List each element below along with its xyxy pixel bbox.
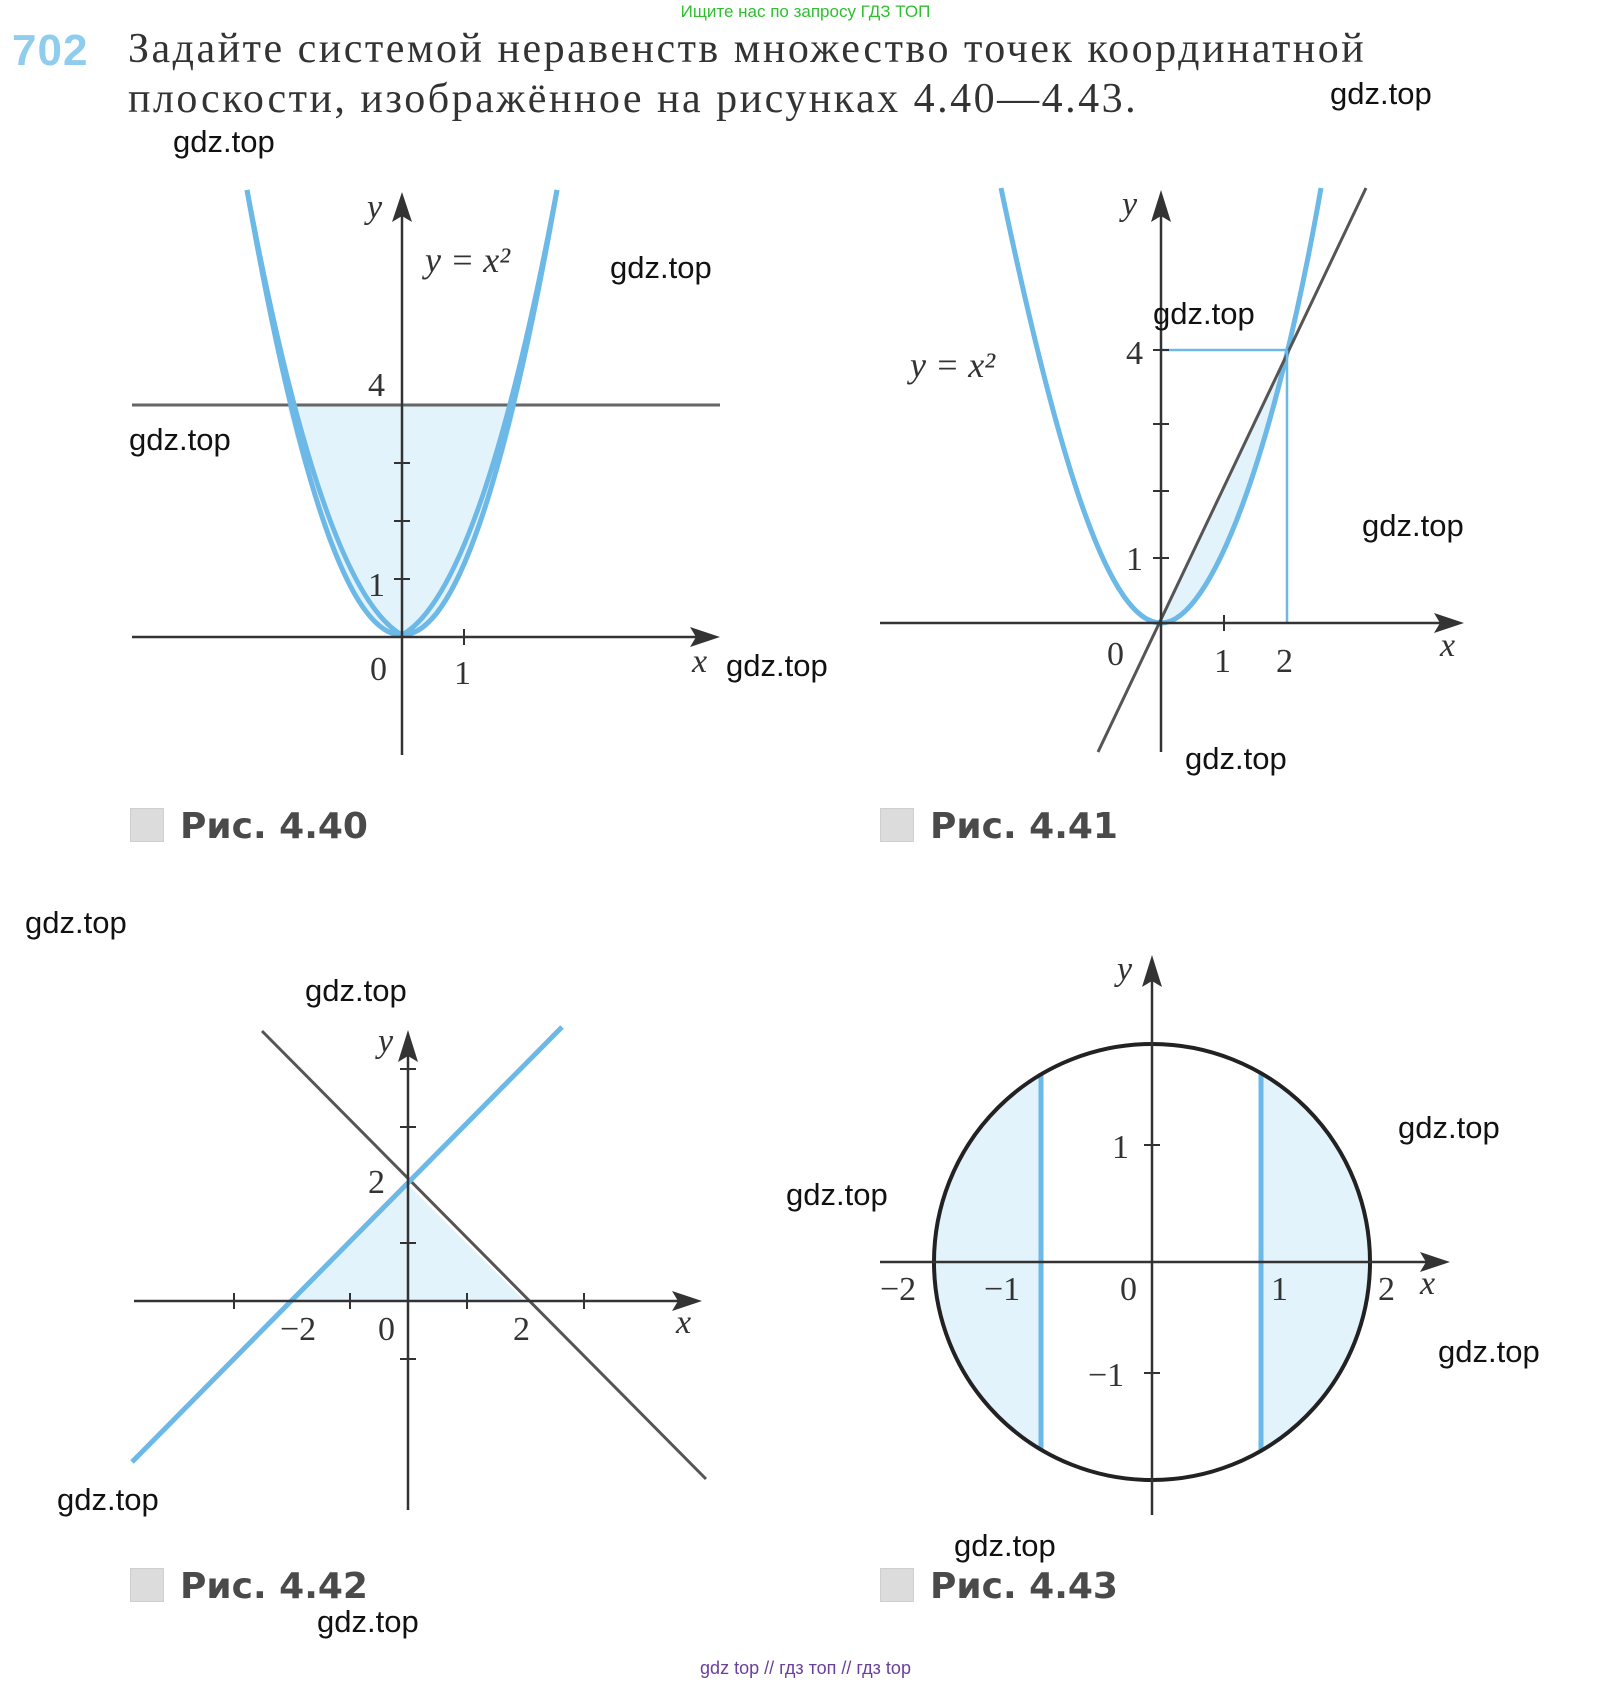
fig440-label-1y: 1 (368, 567, 385, 604)
fig441-label-4: 4 (1126, 335, 1143, 372)
caption-marker (880, 808, 914, 842)
task-text: Задайте системой неравенств множество точек координатной плоскости, изображённое на рисунках 4.40—4.43. (128, 26, 1367, 122)
fig440-formula: y = x² (425, 240, 511, 280)
fig442-label-0: 0 (378, 1311, 395, 1348)
caption-4-41: Рис. 4.41 (930, 806, 1118, 847)
caption-marker (130, 1568, 164, 1602)
watermark: gdz.top (1185, 741, 1287, 776)
watermark: gdz.top (57, 1482, 159, 1517)
watermark: gdz.top (1438, 1334, 1540, 1369)
watermark: gdz.top (317, 1604, 419, 1639)
watermark: gdz.top (25, 905, 127, 940)
caption-4-43: Рис. 4.43 (930, 1566, 1118, 1607)
fig441-label-2x: 2 (1276, 643, 1293, 680)
footer: gdz top // гдз топ // гдз top (700, 1658, 911, 1678)
watermark: gdz.top (786, 1177, 888, 1212)
fig441-x-label: x (1440, 627, 1456, 664)
watermark: gdz.top (610, 250, 712, 285)
caption-marker (880, 1568, 914, 1602)
watermark: gdz.top (726, 648, 828, 683)
fig442-label-2y: 2 (368, 1164, 385, 1201)
fig443-label-1y: 1 (1112, 1129, 1129, 1166)
watermark: gdz.top (305, 973, 407, 1008)
fig440-label-0: 0 (370, 651, 387, 688)
watermark: gdz.top (1398, 1110, 1500, 1145)
watermark: gdz.top (1362, 508, 1464, 543)
caption-4-40: Рис. 4.40 (180, 806, 368, 847)
fig442-y-label: y (378, 1023, 394, 1060)
caption-marker (130, 808, 164, 842)
task-number: 702 (12, 26, 89, 75)
fig440-label-1x: 1 (454, 655, 471, 692)
fig443-label-2x: 2 (1378, 1271, 1395, 1308)
fig441-label-0: 0 (1107, 636, 1124, 673)
fig442-x-label: x (676, 1304, 692, 1341)
watermark: gdz.top (1153, 296, 1255, 331)
top-note: Ищите нас по запросу ГДЗ ТОП (680, 2, 931, 21)
fig440-y-label: y (367, 189, 383, 226)
fig443-y-label: y (1117, 951, 1133, 988)
fig443-label-1x: 1 (1271, 1271, 1288, 1308)
fig443-x-label: x (1420, 1265, 1436, 1302)
watermark: gdz.top (173, 124, 275, 159)
fig441-label-1x: 1 (1214, 643, 1231, 680)
fig443-label-minus1: −1 (984, 1271, 1021, 1308)
fig442-label-2x: 2 (513, 1311, 530, 1348)
caption-4-42: Рис. 4.42 (180, 1566, 368, 1607)
fig442-label-minus2: −2 (280, 1311, 317, 1348)
fig441-formula: y = x² (910, 345, 996, 385)
fig443-label-minus2: −2 (880, 1271, 917, 1308)
fig440-x-label: x (692, 643, 708, 680)
watermark: gdz.top (954, 1528, 1056, 1563)
fig443-label-minus1y: −1 (1088, 1357, 1125, 1394)
fig441-label-1y: 1 (1126, 541, 1143, 578)
watermark: gdz.top (129, 422, 231, 457)
fig443-label-0: 0 (1120, 1271, 1137, 1308)
watermark: gdz.top (1330, 76, 1432, 111)
fig440-label-4: 4 (368, 367, 385, 404)
fig441-y-label: y (1122, 186, 1138, 223)
